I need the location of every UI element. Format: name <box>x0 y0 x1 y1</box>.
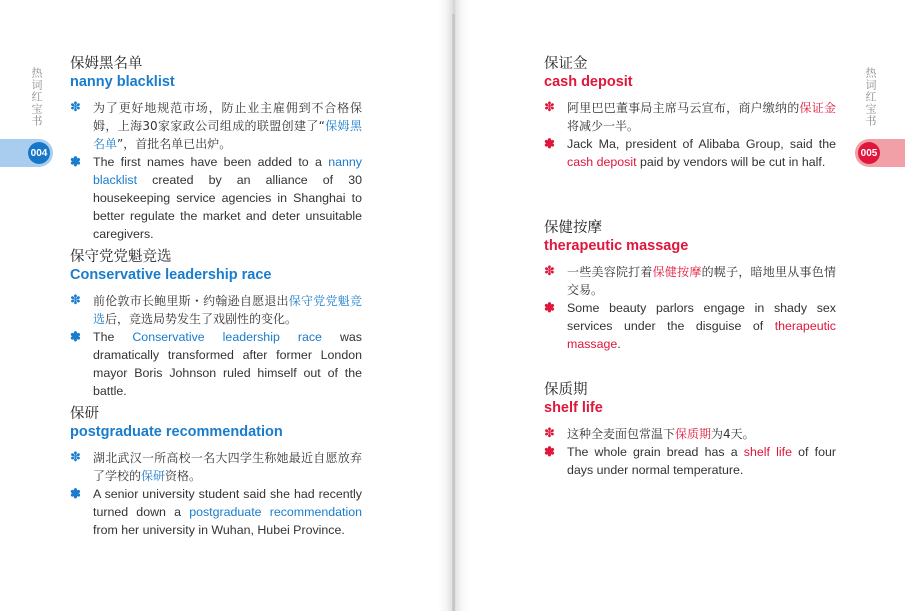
page-number: 004 <box>28 142 50 164</box>
running-head: 热词红宝书 <box>864 67 877 127</box>
example-text: Jack Ma, president of Alibaba Group, said the <box>567 137 836 151</box>
example-text: ”，首批名单已出炉。 <box>117 137 232 151</box>
example-text: from her university in Wuhan, Hubei Province. <box>93 523 345 537</box>
entry-shelf-life <box>544 381 836 479</box>
flower-bullet-icon: ✽ <box>544 444 555 459</box>
term-chinese: 保健按摩 <box>544 220 602 236</box>
page-number-tab <box>0 139 53 167</box>
entry-cash-deposit <box>544 55 836 171</box>
example-text: 的幌子，暗地里从事色情交易。 <box>567 265 836 297</box>
term-english: cash deposit <box>544 74 633 90</box>
running-head: 热词红宝书 <box>30 67 43 127</box>
term-chinese: 保姆黑名单 <box>70 56 143 72</box>
example-text: 后，竞选局势发生了戏剧性的变化。 <box>105 312 298 326</box>
example-chinese <box>544 99 836 135</box>
example-text: 前伦敦市长鲍里斯・约翰逊自愿退出 <box>93 294 289 308</box>
highlighted-term: 保证金 <box>799 101 836 115</box>
example-english <box>70 485 362 539</box>
example-text: created by an alliance of 30 housekeeping service agencies in Shanghai to better regulate the market and deter unsuitable caregivers. <box>93 173 362 241</box>
highlighted-term: 保研 <box>141 469 166 483</box>
page-number-tab <box>855 139 905 167</box>
flower-bullet-icon: ✽ <box>70 293 81 308</box>
example-text: 一些美容院打着 <box>567 265 653 279</box>
highlighted-term: 保健按摩 <box>652 265 702 279</box>
book-gutter-line <box>452 14 455 611</box>
example-english <box>70 153 362 243</box>
term-chinese: 保研 <box>70 406 99 422</box>
example-text: A senior university student said she had recently turned down a <box>93 487 362 519</box>
right-page <box>466 0 905 611</box>
flower-bullet-icon: ✽ <box>544 100 555 115</box>
flower-bullet-icon: ✽ <box>70 450 81 465</box>
page-number: 005 <box>858 142 880 164</box>
example-chinese <box>544 425 836 443</box>
example-english <box>544 299 836 353</box>
flower-bullet-icon: ✽ <box>70 100 81 115</box>
highlighted-term: 保姆黑名单 <box>93 119 362 151</box>
highlighted-term: 保质期 <box>675 427 712 441</box>
term-english: shelf life <box>544 400 603 416</box>
example-text: 阿里巴巴董事局主席马云宣布，商户缴纳的 <box>567 101 800 115</box>
term-english: nanny blacklist <box>70 74 175 90</box>
example-chinese <box>70 292 362 328</box>
example-english <box>544 443 836 479</box>
example-english <box>70 328 362 400</box>
highlighted-term: 保守党党魁竞选 <box>93 294 362 326</box>
example-chinese <box>70 449 362 485</box>
highlighted-term: cash deposit <box>567 155 637 169</box>
example-chinese <box>70 99 362 153</box>
term-chinese: 保质期 <box>544 382 588 398</box>
highlighted-term: nanny blacklist <box>93 155 362 187</box>
highlighted-term: shelf life <box>743 445 792 459</box>
term-english: therapeutic massage <box>544 238 689 254</box>
flower-bullet-icon: ✽ <box>544 264 555 279</box>
flower-bullet-icon: ✽ <box>544 136 555 151</box>
example-text: Some beauty parlors engage in shady sex services under the disguise of <box>567 301 836 333</box>
entry-conservative-leadership-race <box>70 248 362 400</box>
flower-bullet-icon: ✽ <box>544 426 555 441</box>
example-text: 为了更好地规范市场，防止业主雇佣到不合格保姆，上海30家家政公司组成的联盟创建了“ <box>93 101 362 133</box>
term-chinese: 保证金 <box>544 56 588 72</box>
flower-bullet-icon: ✽ <box>544 300 555 315</box>
highlighted-term: Conservative leadership race <box>132 330 322 344</box>
flower-bullet-icon: ✽ <box>70 154 81 169</box>
term-chinese: 保守党党魁竞选 <box>70 249 172 265</box>
example-text: The first names have been added to a <box>93 155 329 169</box>
flower-bullet-icon: ✽ <box>70 486 81 501</box>
example-text: of four days under normal temperature. <box>567 445 836 477</box>
example-english <box>544 135 836 171</box>
left-page <box>0 0 440 611</box>
flower-bullet-icon: ✽ <box>70 329 81 344</box>
example-text: was dramatically transformed after former London mayor Boris Johnson ruled himself out of the battle. <box>93 330 362 398</box>
example-chinese <box>544 263 836 299</box>
term-english: postgraduate recommendation <box>70 424 283 440</box>
example-text: 资格。 <box>165 469 202 483</box>
example-text: 湖北武汉一所高校一名大四学生称她最近自愿放弃了学校的 <box>93 451 362 483</box>
example-text: paid by vendors will be cut in half. <box>636 155 826 169</box>
entry-nanny-blacklist <box>70 55 362 243</box>
example-text: . <box>617 337 621 351</box>
entry-therapeutic-massage <box>544 219 836 353</box>
example-text: 为4天。 <box>711 427 755 441</box>
example-text: The <box>93 330 133 344</box>
highlighted-term: postgraduate recommendation <box>189 505 362 519</box>
example-text: 将减少一半。 <box>567 119 640 133</box>
example-text: The whole grain bread has a <box>567 445 744 459</box>
entry-postgraduate-recommendation <box>70 405 362 539</box>
term-english: Conservative leadership race <box>70 267 272 283</box>
example-text: 这种全麦面包常温下 <box>567 427 676 441</box>
highlighted-term: therapeutic massage <box>567 319 836 351</box>
